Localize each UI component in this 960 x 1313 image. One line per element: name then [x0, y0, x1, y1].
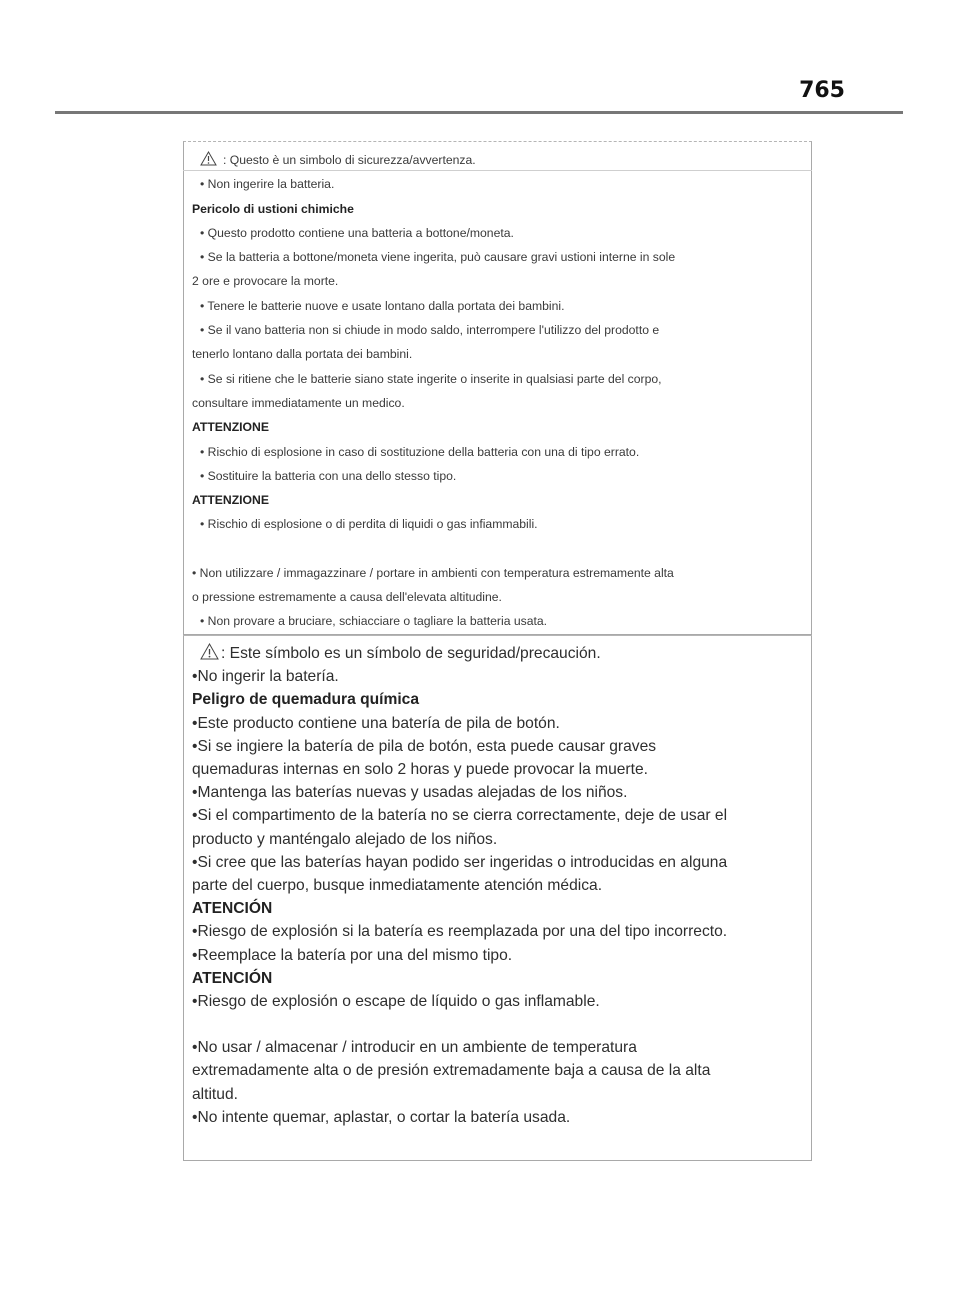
warning-box-spanish — [183, 635, 812, 1161]
warning-content-spanish — [192, 642, 797, 1129]
list-item: •Riesgo de explosión si la batería es reemplazada por una del tipo incorrecto. — [192, 923, 728, 941]
list-item: •Este producto contiene una batería de pila de botón. — [192, 714, 560, 732]
list-item-continuation: o pressione estremamente a causa dell'elevata altitudine. — [192, 590, 502, 605]
list-item-continuation: altitud. — [192, 1085, 238, 1103]
list-item-continuation: parte del cuerpo, busque inmediatamente atención médica. — [192, 877, 603, 895]
list-item: •Si el compartimento de la batería no se cierra correctamente, deje de usar el — [192, 807, 728, 825]
list-item: • Rischio di esplosione o di perdita di liquidi o gas infiammabili. — [200, 517, 538, 532]
spacer — [192, 537, 797, 561]
list-item-continuation: 2 ore e provocare la morte. — [192, 274, 339, 289]
list-item: • Se la batteria a bottone/moneta viene ingerita, può causare gravi ustioni interne in sole — [200, 250, 676, 265]
list-item-continuation: consultare immediatamente un medico. — [192, 395, 405, 410]
list-item: •No intente quemar, aplastar, o cortar la batería usada. — [192, 1108, 571, 1126]
section-heading: Peligro de quemadura química — [192, 691, 420, 709]
list-item: • Se il vano batteria non si chiude in modo saldo, interrompere l'utilizzo del prodotto e — [200, 323, 660, 338]
section-heading: ATTENZIONE — [192, 420, 269, 435]
list-item: • Non provare a bruciare, schiacciare o tagliare la batteria usata. — [200, 614, 548, 629]
list-item: • Se si ritiene che le batterie siano state ingerite o inserite in qualsiasi parte del corpo, — [200, 371, 662, 386]
warning-triangle-icon — [200, 151, 217, 166]
list-item: •Si cree que las baterías hayan podido ser ingeridas o introducidas en alguna — [192, 853, 728, 871]
warning-triangle-icon — [200, 643, 219, 660]
page-number: 765 — [799, 78, 845, 103]
section-heading: ATENCIÓN — [192, 900, 273, 918]
list-item: •Si se ingiere la batería de pila de botón, esta puede causar graves — [192, 737, 657, 755]
warning-content-italian — [192, 148, 797, 634]
list-item: •Reemplace la batería por una del mismo tipo. — [192, 946, 513, 964]
list-item-continuation: quemaduras internas en solo 2 horas y puede provocar la muerte. — [192, 761, 648, 779]
list-item: • Rischio di esplosione in caso di sostituzione della batteria con una di tipo errato. — [200, 444, 640, 459]
section-heading: ATENCIÓN — [192, 969, 273, 987]
list-item: • Non ingerire la batteria. — [200, 177, 335, 192]
section-heading: Pericolo di ustioni chimiche — [192, 201, 354, 216]
list-item: • Tenere le batterie nuove e usate lontano dalla portata dei bambini. — [200, 298, 565, 313]
spacer — [192, 1013, 797, 1036]
list-item: •No ingerir la batería. — [192, 668, 339, 686]
symbol-line-italian — [192, 148, 797, 172]
list-item: •Riesgo de explosión o escape de líquido o gas inflamable. — [192, 993, 600, 1011]
list-item-continuation: extremadamente alta o de presión extremadamente baja a causa de la alta — [192, 1062, 711, 1080]
symbol-line-spanish — [192, 642, 797, 665]
list-item: •No usar / almacenar / introducir en un ambiente de temperatura — [192, 1039, 637, 1057]
list-item: • Sostituire la batteria con una dello stesso tipo. — [200, 468, 457, 483]
list-item: • Questo prodotto contiene una batteria a bottone/moneta. — [200, 225, 514, 240]
list-item: • Non utilizzare / immagazzinare / portare in ambienti con temperatura estremamente alta — [192, 565, 674, 580]
list-item-continuation: tenerlo lontano dalla portata dei bambini. — [192, 347, 413, 362]
warning-box-italian — [183, 141, 812, 635]
symbol-text-italian: : Questo è un simbolo di sicurezza/avvertenza. — [223, 153, 476, 167]
list-item-continuation: producto y manténgalo alejado de los niños. — [192, 830, 498, 848]
header-rule — [55, 111, 903, 114]
symbol-text-spanish: : Este símbolo es un símbolo de seguridad/precaución. — [221, 645, 601, 662]
list-item: •Mantenga las baterías nuevas y usadas alejadas de los niños. — [192, 784, 628, 802]
section-heading: ATTENZIONE — [192, 493, 269, 508]
